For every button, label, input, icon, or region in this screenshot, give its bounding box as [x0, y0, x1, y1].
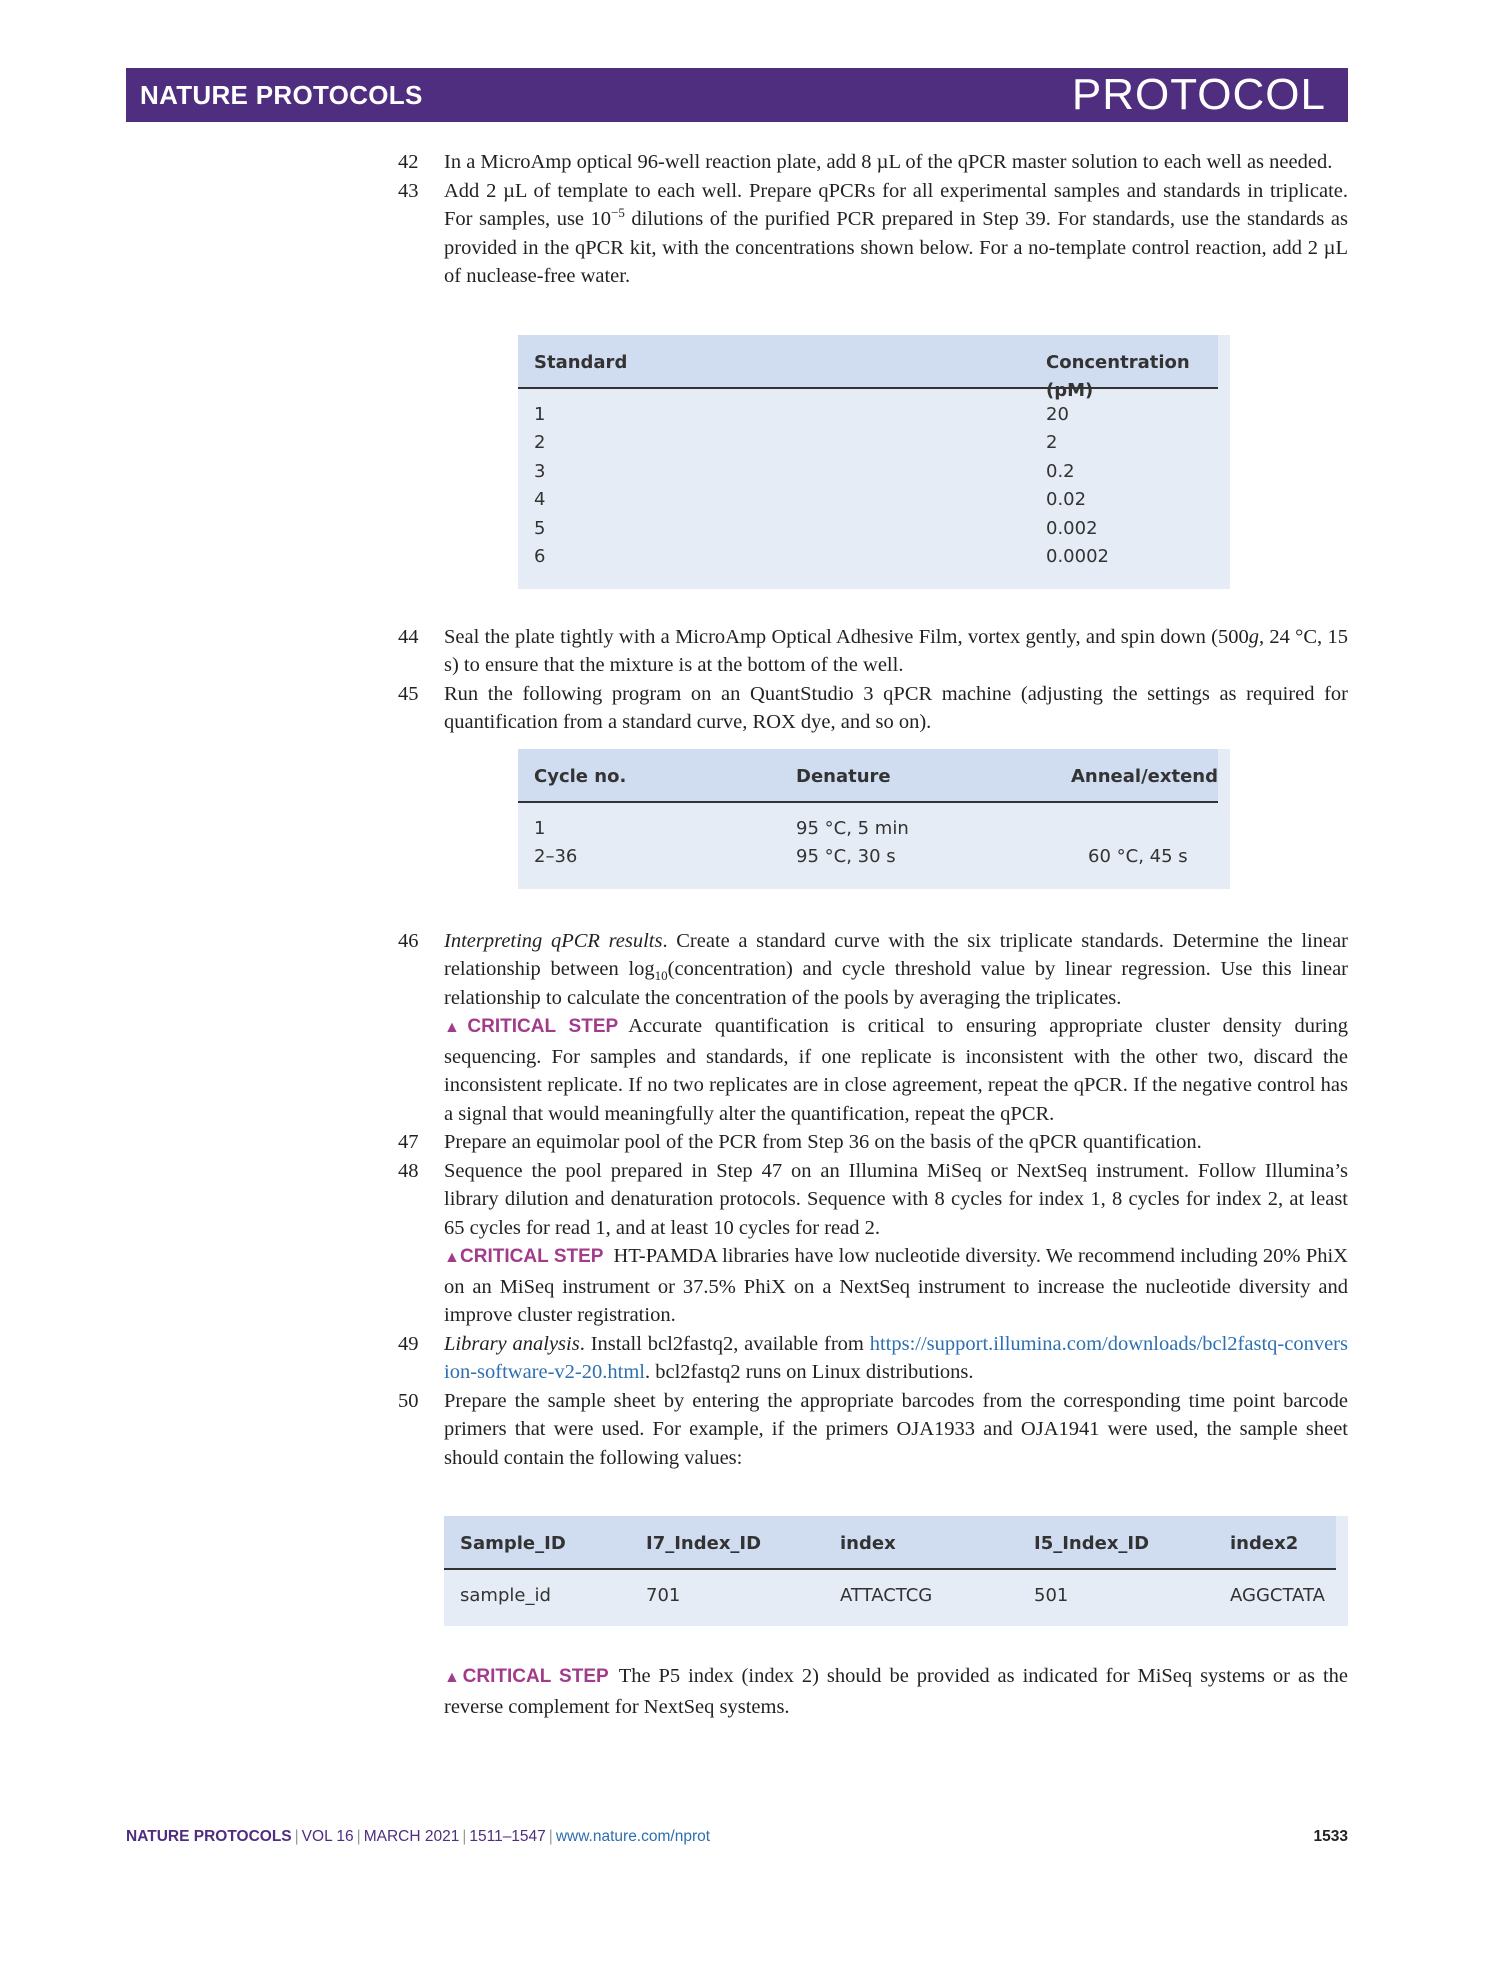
table-row — [518, 486, 1230, 515]
step-number: 45 — [398, 682, 419, 705]
step-text: . Install bcl2fastq2, available from — [579, 1332, 870, 1355]
step-text: Prepare the sample sheet by entering the appropriate barcodes from the corresponding time point barcode primers that were used. For example, if the primers OJA1933 and OJA1941 were used, the sample sheet should contain the following values: — [444, 1389, 1348, 1469]
table-cell: 1 — [534, 817, 546, 839]
critical-step — [444, 1012, 1348, 1128]
page-number: 1533 — [1313, 1828, 1348, 1845]
table-row — [444, 1582, 1348, 1611]
table-cell: 3 — [534, 460, 546, 482]
step-text: Sequence the pool prepared in Step 47 on an Illumina MiSeq or NextSeq instrument. Follow Illumina’s library dilution and denaturation protocols. Sequence with 8 cycles for index 1, 8 cycles for index 2, at least 65 cycles for read 1, and at least 10 cycles for read 2. — [444, 1159, 1348, 1239]
step-text: , 24 °C, 15 s) to ensure that the mixture is at the bottom of the well. — [444, 625, 1348, 676]
step-45 — [390, 680, 1348, 737]
article-body — [390, 148, 1348, 1721]
column-header: Sample_ID — [460, 1533, 566, 1554]
step-text: In a MicroAmp optical 96-well reaction plate, add 8 µL of the qPCR master solution to each well as needed. — [444, 151, 1333, 173]
table-cell: 501 — [1034, 1585, 1069, 1606]
warning-triangle-icon: ▲ — [444, 1249, 461, 1266]
table-cell: 0.02 — [1046, 489, 1087, 510]
column-header: I5_Index_ID — [1034, 1533, 1150, 1554]
table-row — [518, 458, 1230, 487]
step-43 — [390, 177, 1348, 291]
warning-triangle-icon: ▲ — [444, 1019, 468, 1036]
footer-url[interactable]: www.nature.com/nprot — [555, 1828, 711, 1845]
table-header — [518, 335, 1218, 401]
critical-text: Accurate quantification is critical to ensuring appropriate cluster density during sequencing. For samples and standards, if one replicate is inconsistent with the other two, discard the inconsistent replicate. If no two replicates are in close agreement, repeat the qPCR. If the negative control has a signal that would meaningfully alter the quantification, repeat the qPCR. — [444, 1015, 1349, 1125]
critical-text: HT-PAMDA libraries have low nucleotide diversity. We recommend including 20% PhiX on an MiSeq instrument or 37.5% PhiX on a NextSeq instrument to increase the nucleotide diversity and improve cluster registration. — [444, 1245, 1348, 1326]
table-cell: 0.0002 — [1046, 546, 1109, 567]
step-number: 46 — [398, 929, 419, 952]
step-text: Add 2 µL of template to each well. Prepare qPCRs for all experimental samples and standards in triplicate. For samples, use 10 — [444, 179, 1348, 230]
column-header: Standard — [534, 351, 628, 373]
step-number: 47 — [398, 1131, 419, 1153]
table-header — [518, 749, 1218, 803]
table-cell: 0.2 — [1046, 460, 1075, 482]
final-critical-step — [390, 1662, 1348, 1721]
table-cell: 95 °C, 30 s — [796, 846, 896, 867]
step-title: Library analysis — [444, 1332, 580, 1355]
footer-volume: VOL 16 — [301, 1828, 354, 1845]
sample-sheet-table — [444, 1516, 1348, 1626]
table-row — [518, 543, 1230, 572]
column-header: Cycle no. — [534, 765, 627, 787]
column-header: index — [840, 1533, 896, 1554]
g-force-unit: g — [1248, 625, 1259, 648]
warning-triangle-icon: ▲ — [444, 1669, 463, 1686]
download-link[interactable]: https://support.illumina.com/downloads/bcl2fastq-conversion-software-v2-20.html — [444, 1332, 1348, 1383]
critical-step — [444, 1242, 1348, 1330]
step-title: Interpreting qPCR results — [444, 929, 663, 952]
table-cell: 60 °C, 45 s — [1088, 846, 1188, 867]
step-text: dilutions of the purified PCR prepared in Step 39. For standards, use the standards as provided in the qPCR kit, with the concentrations shown below. For a no-template control reaction, add 2 µL of nuclease-free water. — [444, 208, 1348, 287]
step-text: (concentration) and cycle threshold value by linear regression. Use this linear relationship to calculate the concentration of the pools by averaging the triplicates. — [444, 958, 1348, 1009]
step-47 — [390, 1128, 1348, 1157]
step-44 — [390, 623, 1348, 680]
column-header: I7_Index_ID — [646, 1533, 762, 1554]
subscript: 10 — [654, 968, 668, 984]
step-50 — [390, 1387, 1348, 1473]
step-46 — [390, 927, 1348, 1129]
footer-date: MARCH 2021 — [363, 1828, 460, 1845]
table-cell: 5 — [534, 517, 546, 539]
critical-label: CRITICAL STEP — [467, 1016, 619, 1037]
standards-table — [518, 335, 1230, 589]
step-text: . Create a standard curve with the six triplicate standards. Determine the linear relationship between log — [444, 929, 1348, 980]
table-cell: sample_id — [460, 1585, 551, 1606]
column-header: Denature — [796, 765, 891, 787]
table-cell: 4 — [534, 489, 546, 510]
exponent: −5 — [611, 205, 625, 221]
table-cell: 95 °C, 5 min — [796, 817, 909, 839]
step-number: 43 — [398, 179, 419, 202]
step-number: 49 — [398, 1332, 419, 1355]
program-table — [518, 749, 1230, 889]
column-header: Concentration (pM) — [1046, 351, 1190, 401]
table-row — [518, 843, 1230, 872]
journal-name: NATURE PROTOCOLS — [140, 80, 423, 110]
critical-text: The P5 index (index 2) should be provided as indicated for MiSeq systems or as the reverse complement for NextSeq systems. — [444, 1665, 1348, 1718]
table-cell: 1 — [534, 403, 546, 425]
article-type: PROTOCOL — [1071, 70, 1326, 119]
table-row — [518, 429, 1230, 458]
step-42 — [390, 148, 1348, 177]
footer-citation: NATURE PROTOCOLS | VOL 16 | MARCH 2021 | 1511–1547 | www.nature.com/nprot — [126, 1828, 711, 1845]
column-header: Anneal/extend — [1071, 765, 1218, 787]
table-header — [444, 1516, 1336, 1570]
column-header: index2 — [1230, 1533, 1299, 1554]
step-48 — [390, 1157, 1348, 1330]
critical-label: CRITICAL STEP — [462, 1666, 609, 1687]
step-text: . bcl2fastq2 runs on Linux distributions. — [644, 1361, 974, 1383]
footer-pages: 1511–1547 — [469, 1828, 546, 1845]
critical-label: CRITICAL STEP — [460, 1246, 604, 1267]
step-number: 42 — [398, 151, 419, 173]
journal-banner — [126, 68, 1348, 122]
step-text: Seal the plate tightly with a MicroAmp Optical Adhesive Film, vortex gently, and spin down (500 — [444, 625, 1249, 648]
table-cell: ATTACTCG — [840, 1585, 933, 1606]
step-text: Run the following program on an QuantStudio 3 qPCR machine (adjusting the settings as required for quantification from a standard curve, ROX dye, and so on). — [444, 682, 1348, 733]
table-cell: 20 — [1046, 403, 1069, 425]
table-cell: 2 — [534, 432, 546, 453]
table-row — [518, 401, 1230, 430]
step-number: 50 — [398, 1389, 419, 1412]
table-cell: 2–36 — [534, 846, 578, 867]
step-text: Prepare an equimolar pool of the PCR from Step 36 on the basis of the qPCR quantification. — [444, 1131, 1202, 1153]
table-cell: 6 — [534, 546, 546, 567]
table-cell: 0.002 — [1046, 517, 1098, 539]
step-49 — [390, 1330, 1348, 1387]
table-cell: AGGCTATA — [1230, 1585, 1325, 1606]
step-number: 48 — [398, 1159, 419, 1182]
table-cell: 701 — [646, 1585, 681, 1606]
table-row — [518, 815, 1230, 844]
table-row — [518, 515, 1230, 544]
table-cell: 2 — [1046, 432, 1058, 453]
footer-journal: NATURE PROTOCOLS — [126, 1828, 292, 1845]
step-number: 44 — [398, 625, 419, 648]
